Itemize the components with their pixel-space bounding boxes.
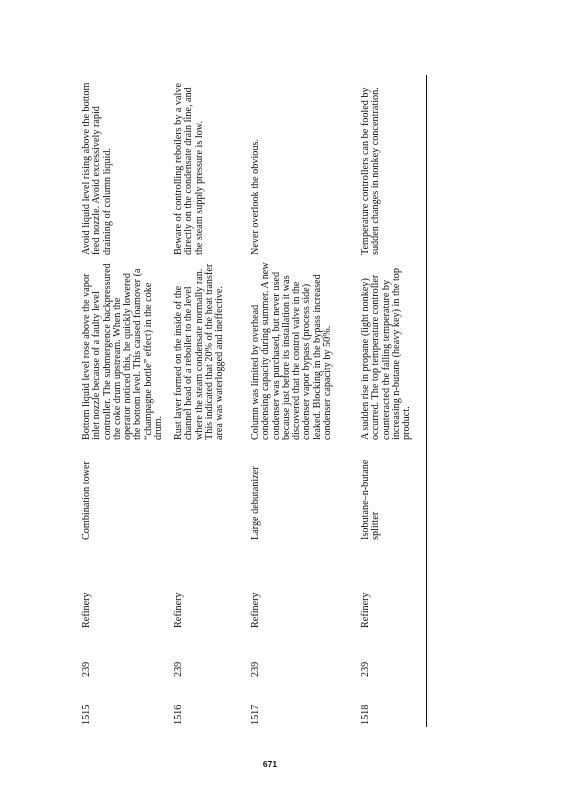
case-id: 1517 xyxy=(250,704,261,725)
page-ref: 239 xyxy=(81,661,92,677)
description: Column was limited by overhead condensing capacity during summer. A new condenser was purchased, but never used because just before its installation it was discovered that the control valve in the condenser vapor bypass (process side) leaked. Blocking in the bypass increased condenser capacity by 50%. xyxy=(250,262,334,440)
lesson: Beware of controlling reboilers by a valve directly on the condensate drain line, and the steam supply pressure is low. xyxy=(173,83,205,255)
description: Rust layer formed on the inside of the channel head of a reboiler to the level where the steam condensate normally ran. This indicated that 20% of the heat transfer area was waterlogged and ineffective. xyxy=(173,263,226,440)
equipment: Large debutanizer xyxy=(250,466,261,540)
page-number: 671 xyxy=(262,759,278,769)
description: Bottom liquid level rose above the vapor inlet nozzle because of a faulty level controller. The submergence backpressured the coke drum upstream. When the operator noticed this, he quickly lowered the bottom level. This caused foamover (a “champagne bottle” effect) in the coke drum. xyxy=(81,263,165,440)
page-ref: 239 xyxy=(173,661,184,677)
case-id: 1518 xyxy=(360,704,371,725)
case-id: 1515 xyxy=(81,704,92,725)
lesson: Temperature controllers can be fooled by sudden changes in nonkey concentration. xyxy=(360,87,382,255)
lesson: Avoid liquid level rising above the bottom feed nozzle. Avoid excessively rapid draining of column liquid. xyxy=(81,82,113,255)
page-ref: 239 xyxy=(360,661,371,677)
equipment: Isobutane–n-butane splitter xyxy=(360,459,382,540)
rotated-table xyxy=(76,75,436,725)
lesson: Never overlook the obvious. xyxy=(250,139,261,255)
description: A sudden rise in propane (light nonkey) occurred. The top temperature controller counteracted the falling temperature by increasing n-butane (heavy key) in the top product. xyxy=(360,268,413,440)
case-id: 1516 xyxy=(173,704,184,725)
industry: Refinery xyxy=(360,592,371,628)
industry: Refinery xyxy=(81,592,92,628)
page-ref: 239 xyxy=(250,661,261,677)
industry: Refinery xyxy=(250,592,261,628)
equipment: Combination tower xyxy=(81,461,92,540)
industry: Refinery xyxy=(173,592,184,628)
